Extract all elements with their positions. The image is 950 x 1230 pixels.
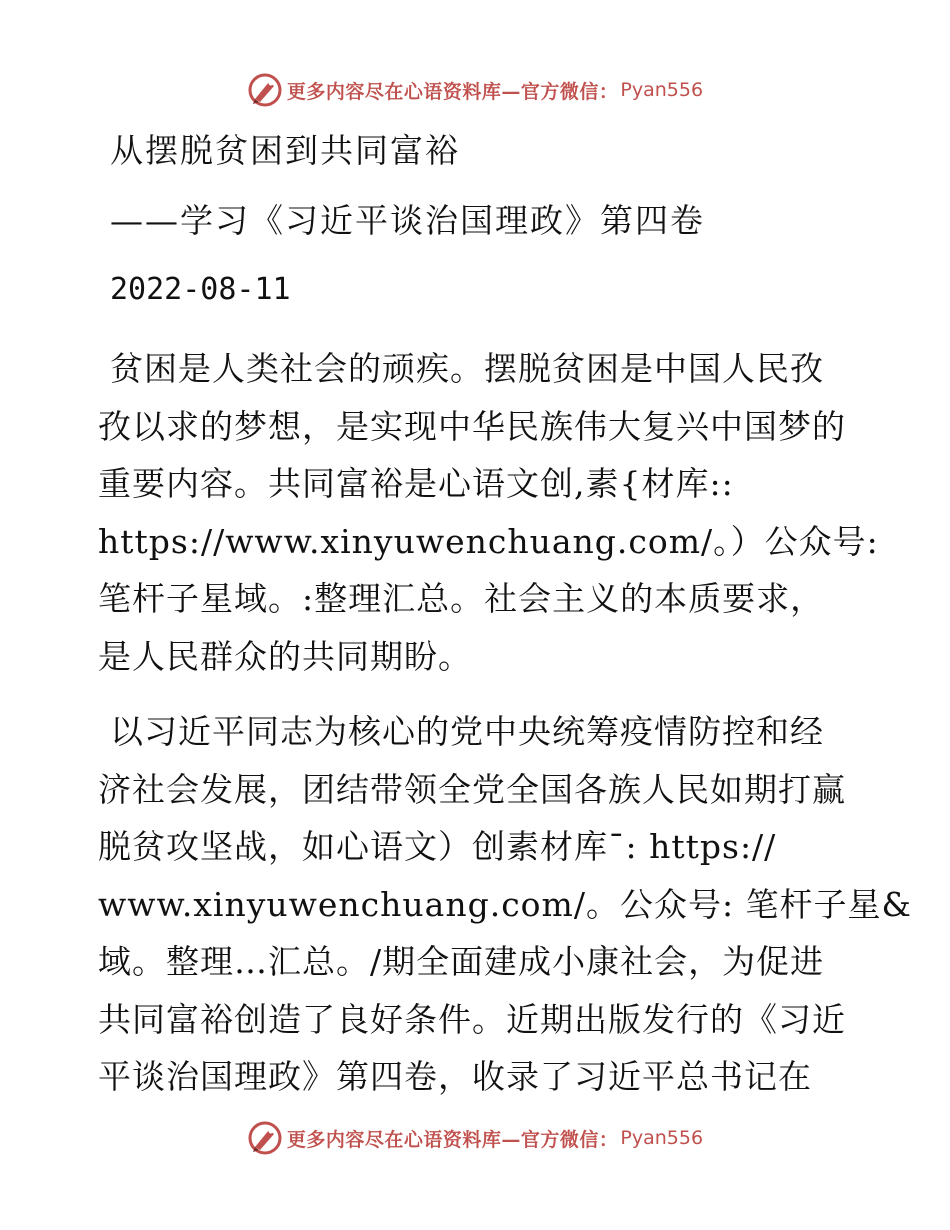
paragraph-line: 脱贫攻坚战，如心语文）创素材库¯: https:// (98, 827, 777, 866)
paragraph-1 (98, 340, 879, 685)
pen-logo-icon (247, 72, 283, 108)
paragraph-line: https://www.xinyuwenchuang.com/。）公众号: (98, 521, 879, 561)
document-date: 2022-08-11 (110, 272, 291, 307)
document-subtitle: ——学习《习近平谈治国理政》第四卷 (110, 201, 705, 240)
paragraph-line: 平谈治国理政》第四卷，收录了习近平总书记在 (98, 1057, 812, 1096)
watermark-text: 更多内容尽在心语资料库—官方微信： (286, 1128, 619, 1151)
paragraph-line: 济社会发展，团结带领全党全国各族人民如期打赢 (98, 769, 846, 809)
watermark-wechat-id: Pyan556 (620, 79, 704, 101)
paragraph-line: 域。整理…汇总。/期全面建成小康社会，为促进 (98, 942, 825, 981)
paragraph-line: 共同富裕创造了良好条件。近期出版发行的《习近 (98, 999, 846, 1039)
watermark-banner-top (0, 70, 950, 110)
document-title: 从摆脱贫困到共同富裕 (110, 131, 460, 170)
paragraph-line: 重要内容。共同富裕是心语文创,素{材库:: (98, 464, 734, 503)
pen-logo-icon (247, 1120, 283, 1156)
paragraph-line: 贫困是人类社会的顽疾。摆脱贫困是中国人民孜 (110, 349, 824, 388)
paragraph-2 (98, 703, 912, 1106)
paragraph-line: www.xinyuwenchuang.com/。公众号: 笔杆子星& (98, 884, 912, 924)
paragraph-line: 孜以求的梦想，是实现中华民族伟大复兴中国梦的 (98, 406, 846, 446)
watermark-text: 更多内容尽在心语资料库—官方微信： (286, 80, 619, 103)
watermark-wechat-id: Pyan556 (620, 1127, 704, 1149)
paragraph-line: 笔杆子星域。:整理汇总。社会主义的本质要求， (98, 579, 825, 618)
paragraph-line: 以习近平同志为核心的党中央统筹疫情防控和经 (110, 712, 824, 751)
watermark-banner-bottom (0, 1118, 950, 1158)
paragraph-line: 是人民群众的共同期盼。 (98, 636, 472, 676)
